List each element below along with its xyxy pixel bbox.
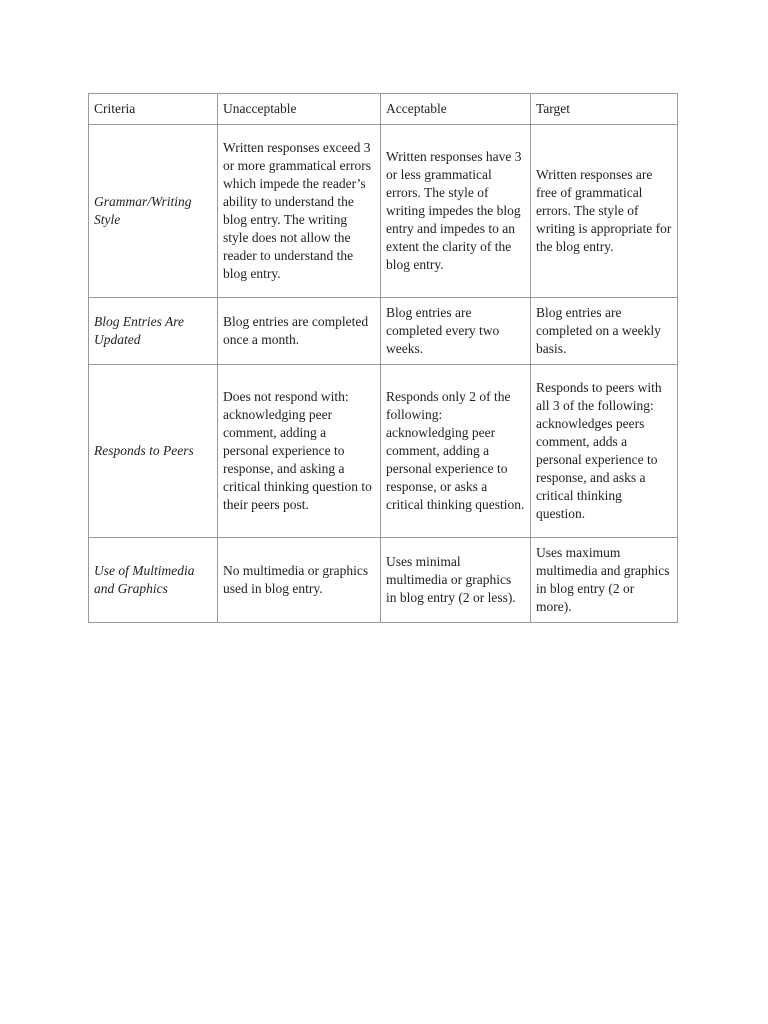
unacceptable-cell: No multimedia or graphics used in blog entry. (218, 538, 381, 623)
criteria-cell: Blog Entries Are Updated (89, 298, 218, 365)
target-cell: Uses maximum multimedia and graphics in blog entry (2 or more). (531, 538, 678, 623)
unacceptable-cell: Written responses exceed 3 or more grammatical errors which impede the reader’s ability to understand the blog entry. The writing style does not allow the reader to understand the blog entry. (218, 125, 381, 298)
table-row (89, 298, 678, 365)
rubric-table (88, 93, 678, 623)
target-cell: Blog entries are completed on a weekly basis. (531, 298, 678, 365)
header-target: Target (531, 94, 678, 125)
criteria-cell: Grammar/Writing Style (89, 125, 218, 298)
header-unacceptable: Unacceptable (218, 94, 381, 125)
table-header-row (89, 94, 678, 125)
acceptable-cell: Written responses have 3 or less grammatical errors. The style of writing impedes the blog entry and impedes to an extent the clarity of the blog entry. (381, 125, 531, 298)
unacceptable-cell: Blog entries are completed once a month. (218, 298, 381, 365)
criteria-cell: Use of Multimedia and Graphics (89, 538, 218, 623)
table-row (89, 125, 678, 298)
acceptable-cell: Uses minimal multimedia or graphics in blog entry (2 or less). (381, 538, 531, 623)
header-criteria: Criteria (89, 94, 218, 125)
target-cell: Responds to peers with all 3 of the following: acknowledges peers comment, adds a personal experience to response, and asks a critical thinking question. (531, 365, 678, 538)
target-cell: Written responses are free of grammatical errors. The style of writing is appropriate for the blog entry. (531, 125, 678, 298)
acceptable-cell: Blog entries are completed every two weeks. (381, 298, 531, 365)
table-row (89, 365, 678, 538)
table-row (89, 538, 678, 623)
acceptable-cell: Responds only 2 of the following: acknowledging peer comment, adding a personal experience to response, or asks a critical thinking question. (381, 365, 531, 538)
header-acceptable: Acceptable (381, 94, 531, 125)
unacceptable-cell: Does not respond with: acknowledging peer comment, adding a personal experience to response, and asking a critical thinking question to their peers post. (218, 365, 381, 538)
criteria-cell: Responds to Peers (89, 365, 218, 538)
